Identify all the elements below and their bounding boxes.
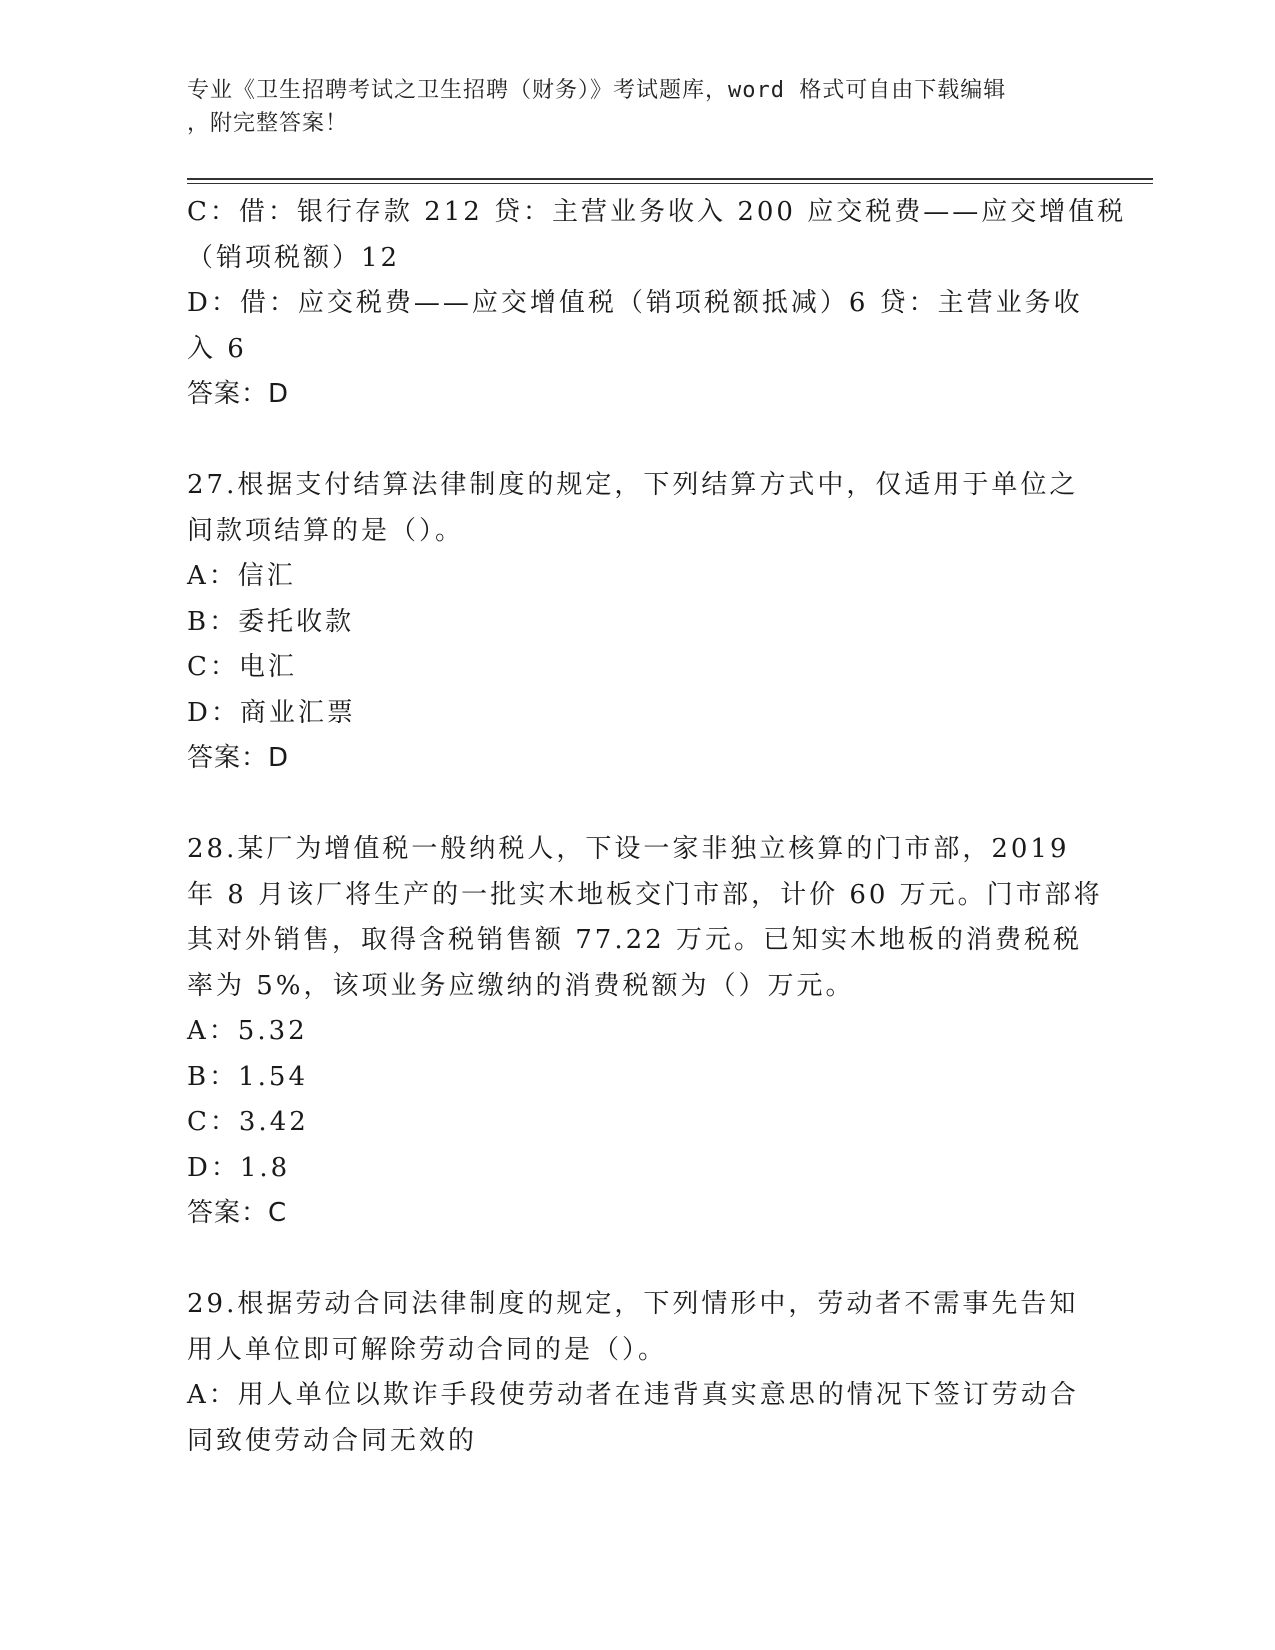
option-c: C：3.42 bbox=[187, 1107, 309, 1137]
question-stem-line-1: 29.根据劳动合同法律制度的规定，下列情形中，劳动者不需事先告知 bbox=[187, 1289, 1079, 1319]
header-line-2: ，附完整答案！ bbox=[187, 111, 349, 136]
option-c-line-2: （销项税额）12 bbox=[187, 242, 401, 273]
answer-line: 答案：C bbox=[187, 1198, 288, 1228]
option-b: B：委托收款 bbox=[187, 606, 355, 637]
header-divider-thick bbox=[187, 178, 1153, 180]
question-block-28 bbox=[187, 827, 1103, 1237]
option-a: A：信汇 bbox=[187, 561, 296, 591]
header-line-1: 专业《卫生招聘考试之卫生招聘（财务）》考试题库，word 格式可自由下载编辑 bbox=[187, 78, 1007, 103]
question-stem-line-1: 27.根据支付结算法律制度的规定，下列结算方式中，仅适用于单位之 bbox=[187, 470, 1079, 500]
option-a-line-2: 同致使劳动合同无效的 bbox=[187, 1425, 478, 1456]
answer-line: 答案：D bbox=[187, 379, 290, 409]
question-block-27 bbox=[187, 463, 1087, 782]
option-d: D：1.8 bbox=[187, 1152, 291, 1183]
question-block-29 bbox=[187, 1282, 1087, 1464]
question-block-26 bbox=[187, 190, 1127, 418]
document-header bbox=[187, 74, 1087, 140]
option-c-line-1: C：借：银行存款 212 贷：主营业务收入 200 应交税费——应交增值税 bbox=[187, 197, 1127, 227]
question-stem-line-4: 率为 5%，该项业务应缴纳的消费税额为（）万元。 bbox=[187, 970, 855, 1001]
question-content bbox=[187, 190, 1127, 1464]
option-d-line-2: 入 6 bbox=[187, 333, 247, 364]
option-b: B：1.54 bbox=[187, 1061, 308, 1092]
option-a-line-1: A：用人单位以欺诈手段使劳动者在违背真实意思的情况下签订劳动合 bbox=[187, 1380, 1079, 1410]
question-stem-line-2: 间款项结算的是（）。 bbox=[187, 515, 465, 546]
option-d-line-1: D：借：应交税费——应交增值税（销项税额抵减）6 贷：主营业务收 bbox=[187, 288, 1083, 318]
question-stem-line-2: 用人单位即可解除劳动合同的是（）。 bbox=[187, 1334, 668, 1365]
block-spacer bbox=[187, 418, 1087, 464]
option-d: D：商业汇票 bbox=[187, 697, 356, 728]
question-stem-line-1: 28.某厂为增值税一般纳税人，下设一家非独立核算的门市部，2019 bbox=[187, 834, 1070, 864]
option-c: C：电汇 bbox=[187, 652, 297, 682]
question-stem-line-3: 其对外销售，取得含税销售额 77.22 万元。已知实木地板的消费税税 bbox=[187, 925, 1082, 955]
header-divider-thin bbox=[187, 183, 1153, 184]
answer-line: 答案：D bbox=[187, 743, 290, 773]
block-spacer bbox=[187, 782, 1087, 828]
block-spacer bbox=[187, 1237, 1087, 1283]
option-a: A：5.32 bbox=[187, 1016, 308, 1046]
question-stem-line-2: 年 8 月该厂将生产的一批实木地板交门市部，计价 60 万元。门市部将 bbox=[187, 879, 1103, 910]
